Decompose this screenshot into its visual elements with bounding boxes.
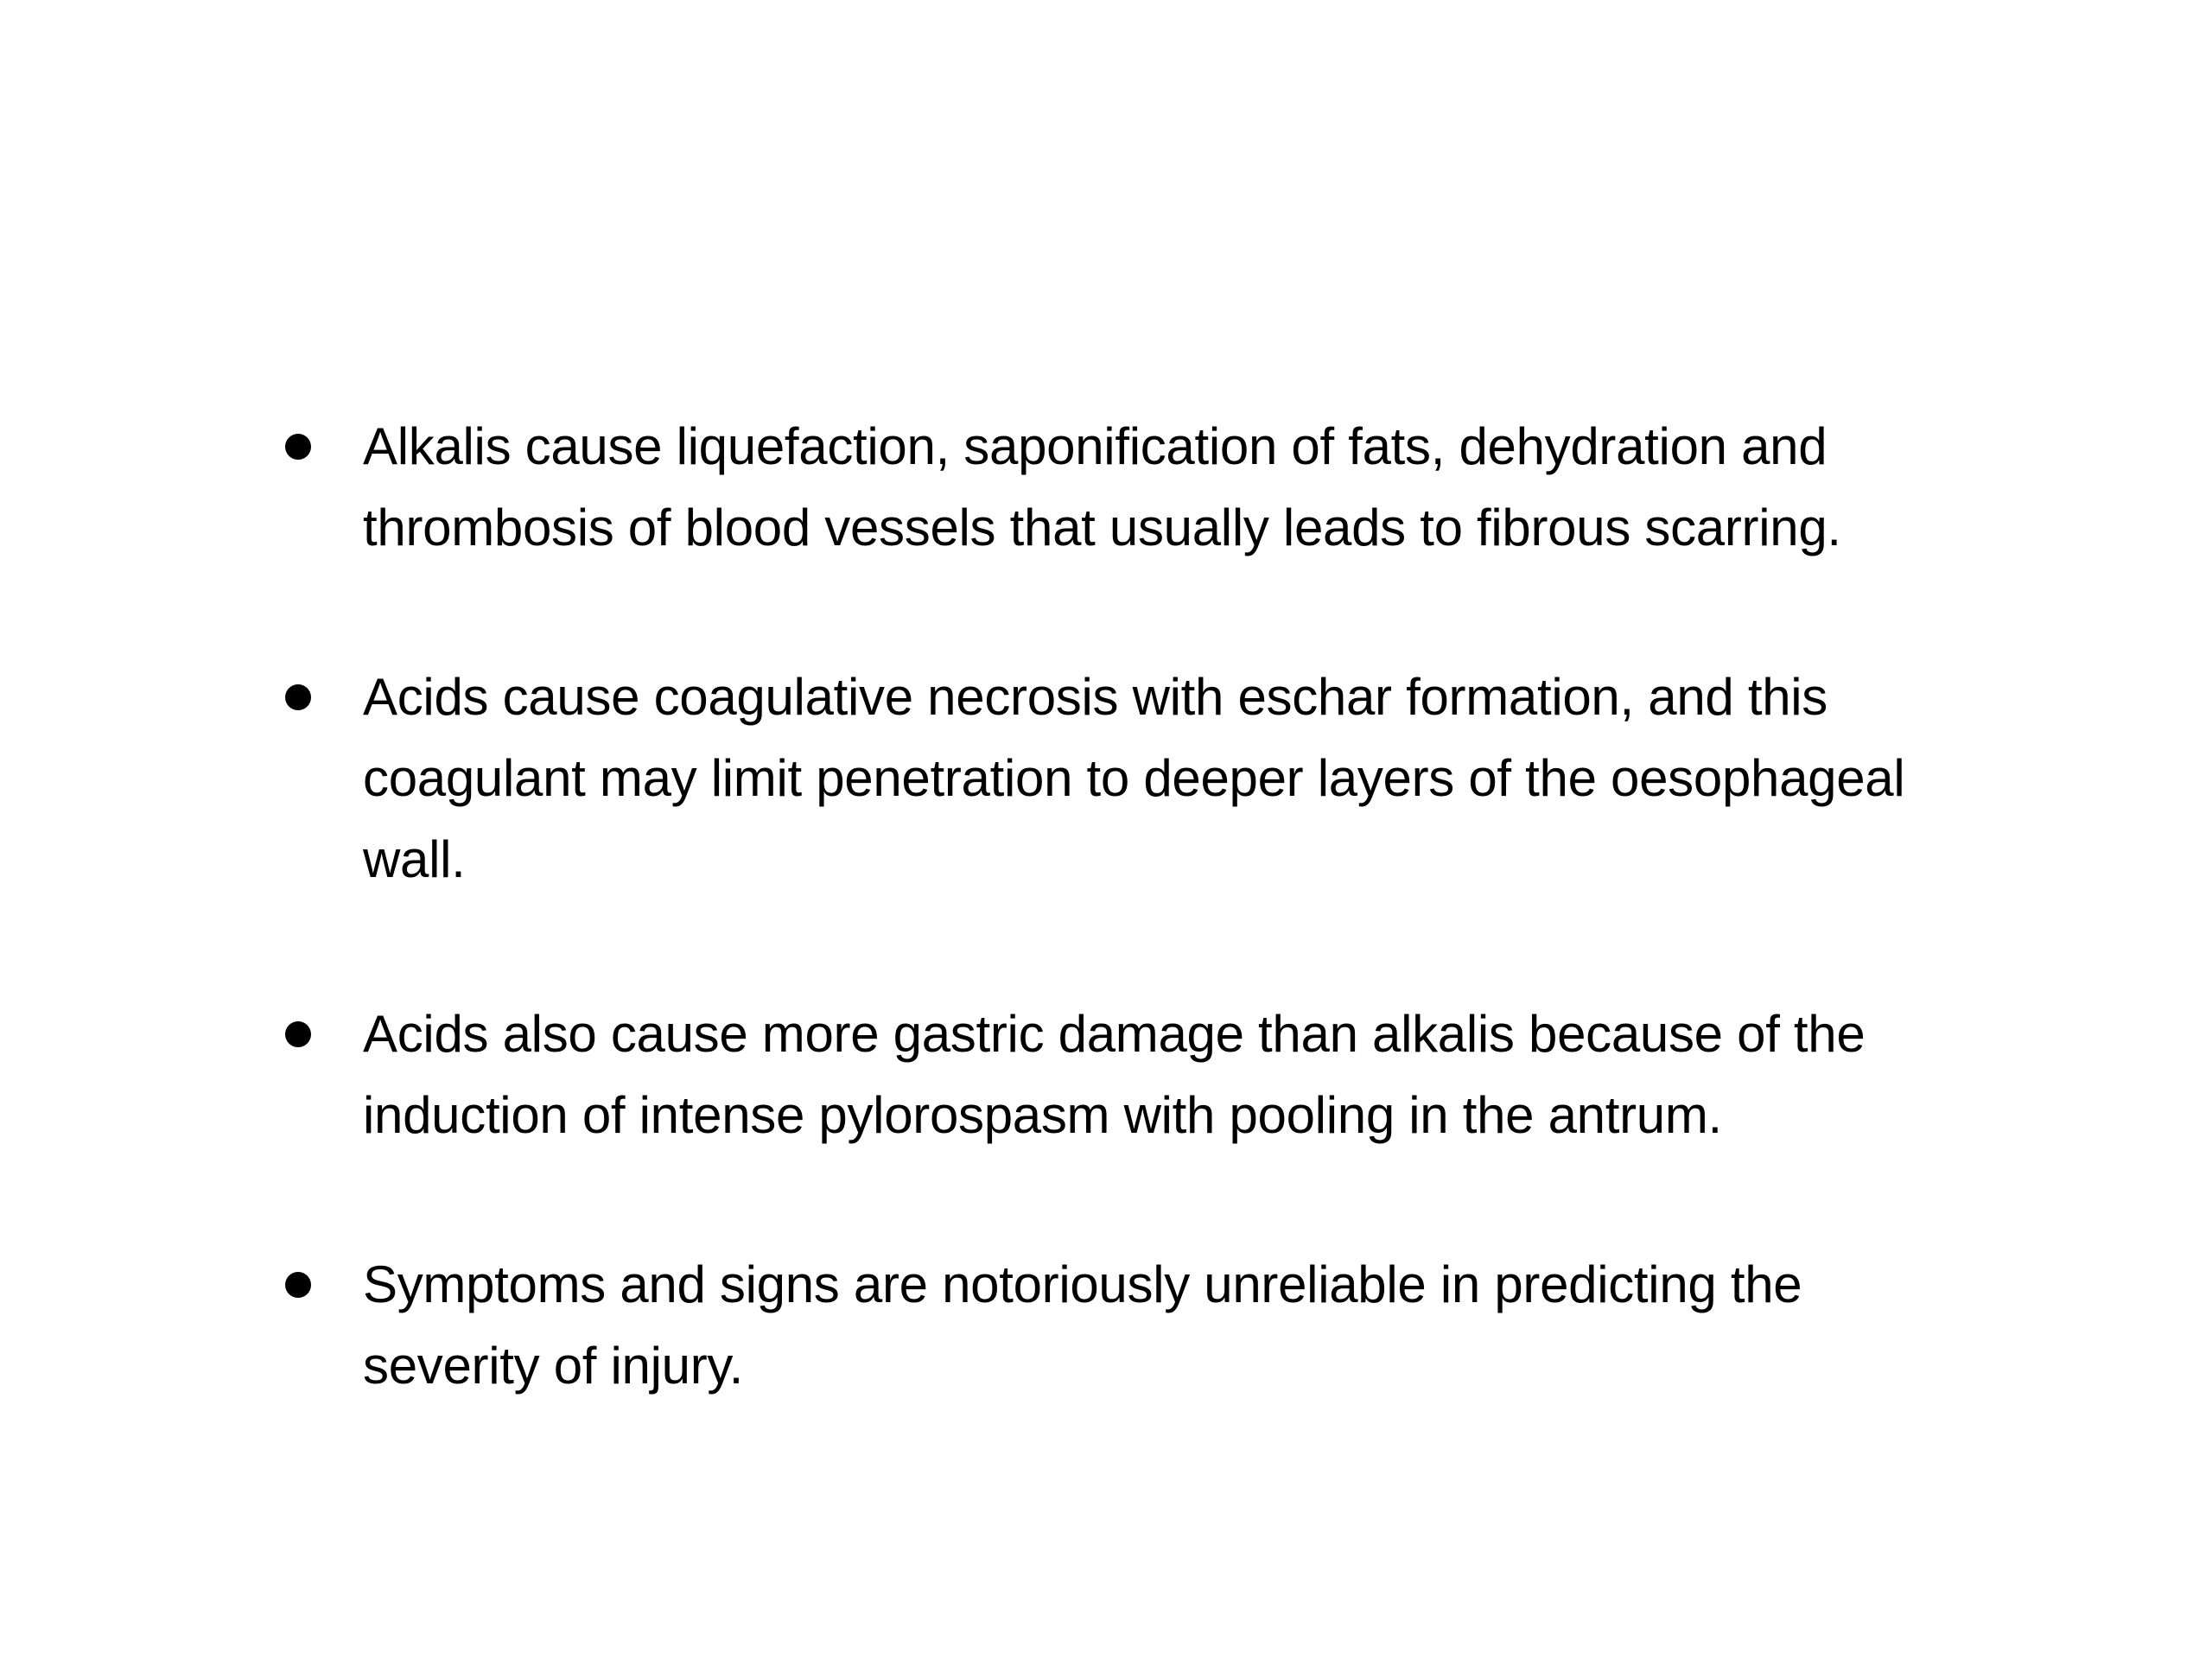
bullet-item [276,994,1987,1156]
bullet-text: Alkalis cause liquefaction, saponification of fats, dehydration and thrombosis of blood vessels that usually leads to fibrous scarring. [363,417,1841,556]
bullet-item [276,657,1987,900]
bullet-text: Acids cause coagulative necrosis with eschar formation, and this coagulant may limit penetration to deeper layers of the oesophageal wall. [363,668,1905,888]
bullet-text: Acids also cause more gastric damage than alkalis because of the induction of intense pylorospasm with pooling in the antrum. [363,1005,1866,1144]
bullet-text: Symptoms and signs are notoriously unreliable in predicting the severity of injury. [363,1255,1802,1395]
bullet-item [276,1244,1987,1407]
bullet-dot-icon [285,1272,311,1298]
bullet-dot-icon [285,434,311,460]
bullet-item [276,406,1987,569]
bullet-dot-icon [285,1021,311,1047]
bullet-list [276,406,1987,1407]
bullet-dot-icon [285,684,311,710]
